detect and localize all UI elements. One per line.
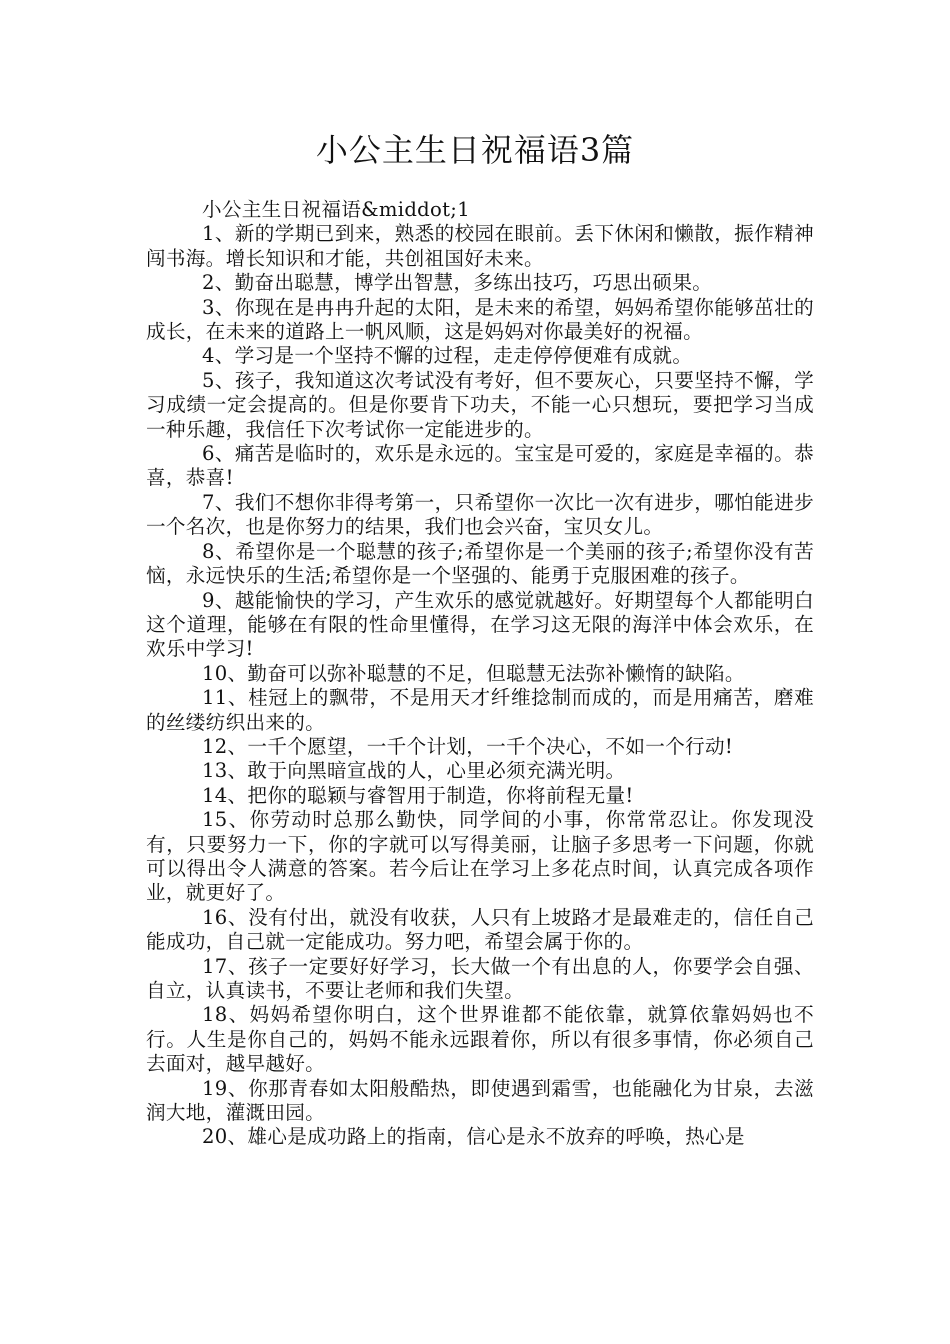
- paragraph-5: 5、孩子，我知道这次考试没有考好，但不要灰心，只要坚持不懈，学习成绩一定会提高的。但是你要肯下功夫，不能一心只想玩，要把学习当成一种乐趣，我信任下次考试你一定能进步的。: [146, 368, 814, 441]
- paragraph-8: 8、希望你是一个聪慧的孩子;希望你是一个美丽的孩子;希望你没有苦恼，永远快乐的生活;希望你是一个坚强的、能勇于克服困难的孩子。: [146, 539, 814, 588]
- paragraph-19: 19、你那青春如太阳般酷热，即使遇到霜雪，也能融化为甘泉，去滋润大地，灌溉田园。: [146, 1076, 814, 1125]
- document-title: 小公主生日祝福语3篇: [315, 131, 635, 169]
- paragraph-15: 15、你劳动时总那么勤快，同学间的小事，你常常忍让。你发现没有，只要努力一下，你的字就可以写得美丽，让脑子多思考一下问题，你就可以得出令人满意的答案。若今后让在学习上多花点时间，认真完成各项作业，就更好了。: [146, 808, 814, 905]
- paragraph-12: 12、一千个愿望，一千个计划，一千个决心，不如一个行动!: [202, 734, 734, 758]
- paragraph-2: 2、勤奋出聪慧，博学出智慧，多练出技巧，巧思出硕果。: [202, 271, 713, 295]
- paragraph-7: 7、我们不想你非得考第一，只希望你一次比一次有进步，哪怕能进步一个名次，也是你努力的结果，我们也会兴奋，宝贝女儿。: [146, 490, 814, 539]
- paragraph-14: 14、把你的聪颖与睿智用于制造，你将前程无量!: [202, 783, 634, 807]
- paragraph-1: 1、新的学期已到来，熟悉的校园在眼前。丢下休闲和懒散，振作精神闯书海。增长知识和才能，共创祖国好未来。: [146, 222, 814, 270]
- paragraph-20: 20、雄心是成功路上的指南，信心是永不放弃的呼唤，热心是: [202, 1125, 745, 1149]
- paragraph-13: 13、敢于向黑暗宣战的人，心里必须充满光明。: [202, 759, 626, 783]
- paragraph-11: 11、桂冠上的飘带，不是用天才纤维捻制而成的，而是用痛苦，磨难的丝缕纺织出来的。: [146, 686, 814, 734]
- paragraph-6: 6、痛苦是临时的，欢乐是永远的。宝宝是可爱的，家庭是幸福的。恭喜，恭喜!: [146, 442, 814, 490]
- paragraph-9: 9、越能愉快的学习，产生欢乐的感觉就越好。好期望每个人都能明白这个道理，能够在有限的性命里懂得，在学习这无限的海洋中体会欢乐，在欢乐中学习!: [146, 588, 814, 661]
- paragraph-18: 18、妈妈希望你明白，这个世界谁都不能依靠，就算依靠妈妈也不行。人生是你自己的，妈妈不能永远跟着你，所以有很多事情，你必须自己去面对，越早越好。: [146, 1003, 814, 1076]
- section-subtitle: 小公主生日祝福语&middot;1: [202, 198, 470, 221]
- paragraph-10: 10、勤奋可以弥补聪慧的不足，但聪慧无法弥补懒惰的缺陷。: [202, 661, 745, 685]
- paragraph-16: 16、没有付出，就没有收获，人只有上坡路才是最难走的，信任自己能成功，自己就一定能成功。努力吧，希望会属于你的。: [146, 905, 814, 954]
- document-body: [146, 198, 814, 1150]
- paragraph-17: 17、孩子一定要好好学习，长大做一个有出息的人，你要学会自强、自立，认真读书，不要让老师和我们失望。: [146, 954, 814, 1002]
- paragraph-4: 4、学习是一个坚持不懈的过程，走走停停便难有成就。: [202, 344, 693, 368]
- paragraph-3: 3、你现在是冉冉升起的太阳，是未来的希望，妈妈希望你能够茁壮的成长，在未来的道路上一帆风顺，这是妈妈对你最美好的祝福。: [146, 295, 814, 344]
